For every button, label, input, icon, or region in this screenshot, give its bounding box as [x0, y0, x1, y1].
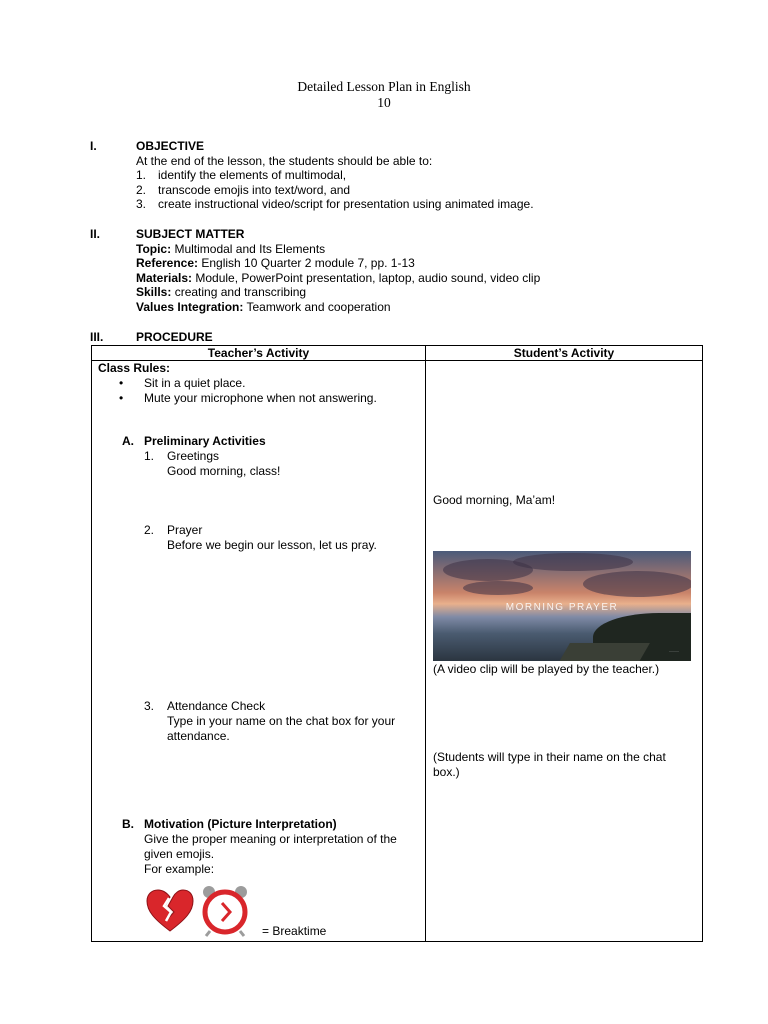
student-activity-cell [426, 361, 703, 942]
video-title: MORNING PRAYER [505, 602, 619, 613]
subject-row-materials: Materials: Module, PowerPoint presentation, laptop, audio sound, video clip [136, 270, 541, 285]
subject-row-skills: Skills: creating and transcribing [136, 285, 307, 300]
student-attendance-1: (Students will type in their name on the chat [433, 750, 666, 764]
subject-matter-section [90, 227, 730, 315]
watermark: ····· [669, 649, 679, 655]
teacher-activity-cell [92, 361, 426, 942]
broken-heart-icon [144, 887, 196, 935]
student-greeting: Good morning, Ma’am! [433, 493, 556, 507]
objective-intro: At the end of the lesson, the students should be able to: [136, 153, 433, 168]
greetings-title: Greetings [167, 449, 220, 463]
preliminary-heading: Preliminary Activities [144, 434, 266, 448]
document-title [0, 79, 768, 111]
motivation-text-3: For example: [144, 862, 215, 876]
attendance-title: Attendance Check [167, 699, 266, 713]
column-header-student: Student’s Activity [426, 346, 703, 361]
example-answer: = Breaktime [262, 924, 327, 938]
subject-row-reference: Reference: English 10 Quarter 2 module 7, pp. 1-13 [136, 256, 415, 271]
motivation-text-1: Give the proper meaning or interpretation of the [144, 832, 397, 846]
class-rules-label: Class Rules: [98, 361, 171, 375]
list-item: 1. identify the elements of multimodal, [136, 168, 347, 183]
title-line-1: Detailed Lesson Plan in English [297, 79, 471, 94]
list-item: Mute your microphone when not answering. [144, 391, 377, 405]
motivation-text-2: given emojis. [144, 847, 215, 861]
title-line-2: 10 [377, 95, 391, 110]
column-header-teacher: Teacher’s Activity [92, 346, 426, 361]
procedure-section [90, 330, 730, 345]
bullet-icon: • [119, 391, 124, 405]
section-letter: A. [122, 434, 134, 448]
bullet-icon: • [119, 376, 124, 390]
section-heading: PROCEDURE [136, 330, 213, 344]
prayer-title: Prayer [167, 523, 203, 537]
alarm-clock-icon [198, 883, 252, 937]
section-number: II. [90, 227, 101, 241]
procedure-table [91, 345, 703, 942]
section-heading: OBJECTIVE [136, 139, 205, 153]
list-item: 3. create instructional video/script for presentation using animated image. [136, 197, 534, 212]
objective-list [136, 168, 730, 212]
item-number: 1. [144, 449, 155, 463]
video-thumbnail[interactable] [433, 551, 691, 661]
objective-section [90, 139, 730, 212]
list-item: 2. transcode emojis into text/word, and [136, 182, 351, 197]
greetings-text: Good morning, class! [167, 464, 281, 478]
list-item: Sit in a quiet place. [144, 376, 246, 390]
section-letter: B. [122, 817, 134, 831]
motivation-heading: Motivation (Picture Interpretation) [144, 817, 337, 831]
subject-row-topic: Topic: Multimodal and Its Elements [136, 241, 326, 256]
section-number: I. [90, 139, 97, 153]
section-heading: SUBJECT MATTER [136, 227, 245, 241]
subject-row-values: Values Integration: Teamwork and cooperation [136, 299, 391, 314]
section-number: III. [90, 330, 104, 344]
attendance-text-2: attendance. [167, 729, 230, 743]
video-caption: (A video clip will be played by the teacher.) [433, 662, 660, 676]
prayer-text: Before we begin our lesson, let us pray. [167, 538, 377, 552]
item-number: 3. [144, 699, 155, 713]
attendance-text-1: Type in your name on the chat box for your [167, 714, 396, 728]
item-number: 2. [144, 523, 155, 537]
student-attendance-2: box.) [433, 765, 460, 779]
